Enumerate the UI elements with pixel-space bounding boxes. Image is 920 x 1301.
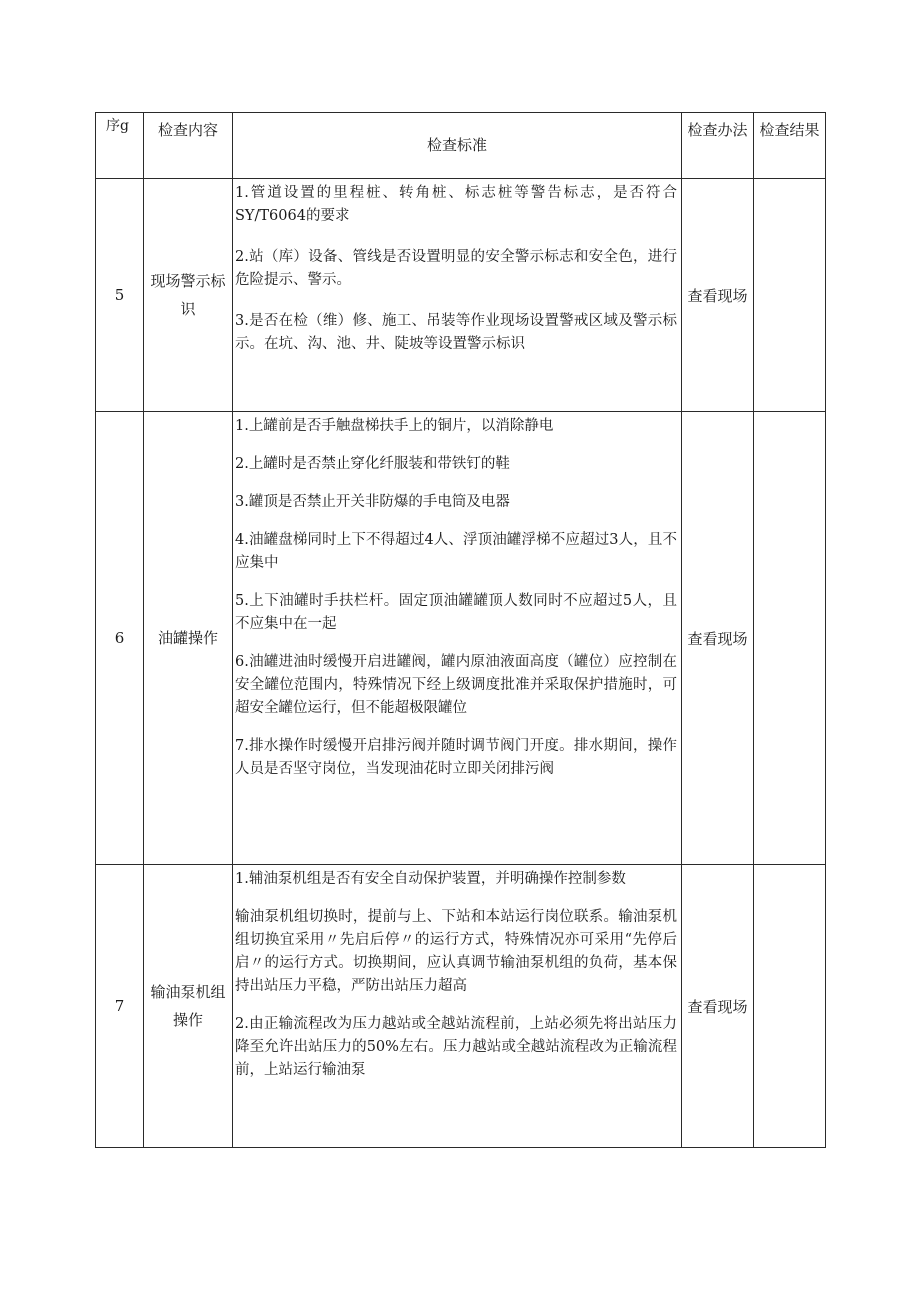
standard-item: 7.排水操作时缓慢开启排污阀并随时调节阀门开度。排水期间，操作人员是否坚守岗位，当发现油花时立即关闭排污阀: [235, 738, 677, 777]
table-header-row: [96, 113, 826, 179]
row-method: 查看现场: [682, 865, 754, 1148]
row-standards: [233, 179, 682, 412]
row-method: 查看现场: [682, 179, 754, 412]
table-row: [96, 179, 826, 412]
row-method: 查看现场: [682, 412, 754, 865]
standard-item: 4.油罐盘梯同时上下不得超过4人、浮顶油罐浮梯不应超过3人，且不应集中: [235, 532, 677, 571]
standard-item: 2.站（库）设备、管线是否设置明显的安全警示标志和安全色，进行危险提示、警示。: [235, 249, 677, 288]
standard-item: 1.辅油泵机组是否有安全自动保护装置，并明确操作控制参数: [235, 871, 626, 887]
header-seq: 序g: [96, 113, 144, 179]
row-content: 油罐操作: [144, 412, 233, 865]
row-result: [754, 179, 826, 412]
row-seq: 6: [96, 412, 144, 865]
header-content: 检查内容: [144, 113, 233, 179]
standard-item: 5.上下油罐时手扶栏杆。固定顶油罐罐顶人数同时不应超过5人，且不应集中在一起: [235, 593, 677, 632]
table-row: [96, 412, 826, 865]
standard-item: 2.上罐时是否禁止穿化纤服装和带铁钉的鞋: [235, 456, 510, 472]
row-seq: 7: [96, 865, 144, 1148]
standard-item: 6.油罐进油时缓慢开启进罐阀，罐内原油液面高度（罐位）应控制在安全罐位范围内，特殊情况下经上级调度批准并采取保护措施时，可超安全罐位运行，但不能超极限罐位: [235, 654, 677, 716]
row-result: [754, 865, 826, 1148]
header-method: 检查办法: [682, 113, 754, 179]
standard-item: 2.由正输流程改为压力越站或全越站流程前，上站必须先将出站压力降至允许出站压力的50%左右。压力越站或全越站流程改为正输流程前，上站运行输油泵: [235, 1016, 677, 1078]
standard-item: 1.上罐前是否手触盘梯扶手上的铜片，以消除静电: [235, 418, 554, 434]
row-content: 输油泵机组操作: [144, 865, 233, 1148]
row-standards: [233, 865, 682, 1148]
standard-item: 3.是否在检（维）修、施工、吊装等作业现场设置警戒区域及警示标示。在坑、沟、池、井、陡坡等设置警示标识: [235, 313, 677, 352]
row-seq: 5: [96, 179, 144, 412]
row-content: 现场警示标识: [144, 179, 233, 412]
header-standard: 检查标准: [233, 113, 682, 179]
table-row: [96, 865, 826, 1148]
standard-item: 3.罐顶是否禁止开关非防爆的手电筒及电器: [235, 494, 510, 510]
standard-item: 输油泵机组切换时，提前与上、下站和本站运行岗位联系。输油泵机组切换宜采用〃先启后停〃的运行方式，特殊情况亦可采用“先停后启〃的运行方式。切换期间，应认真调节输油泵机组的负荷，基本保持出站压力平稳，严防出站压力超高: [235, 909, 677, 994]
inspection-table: [95, 112, 826, 1148]
row-standards: [233, 412, 682, 865]
row-result: [754, 412, 826, 865]
header-result: 检查结果: [754, 113, 826, 179]
standard-item: 1.管道设置的里程桩、转角桩、标志桩等警告标志，是否符合SY/T6064的要求: [235, 185, 677, 224]
